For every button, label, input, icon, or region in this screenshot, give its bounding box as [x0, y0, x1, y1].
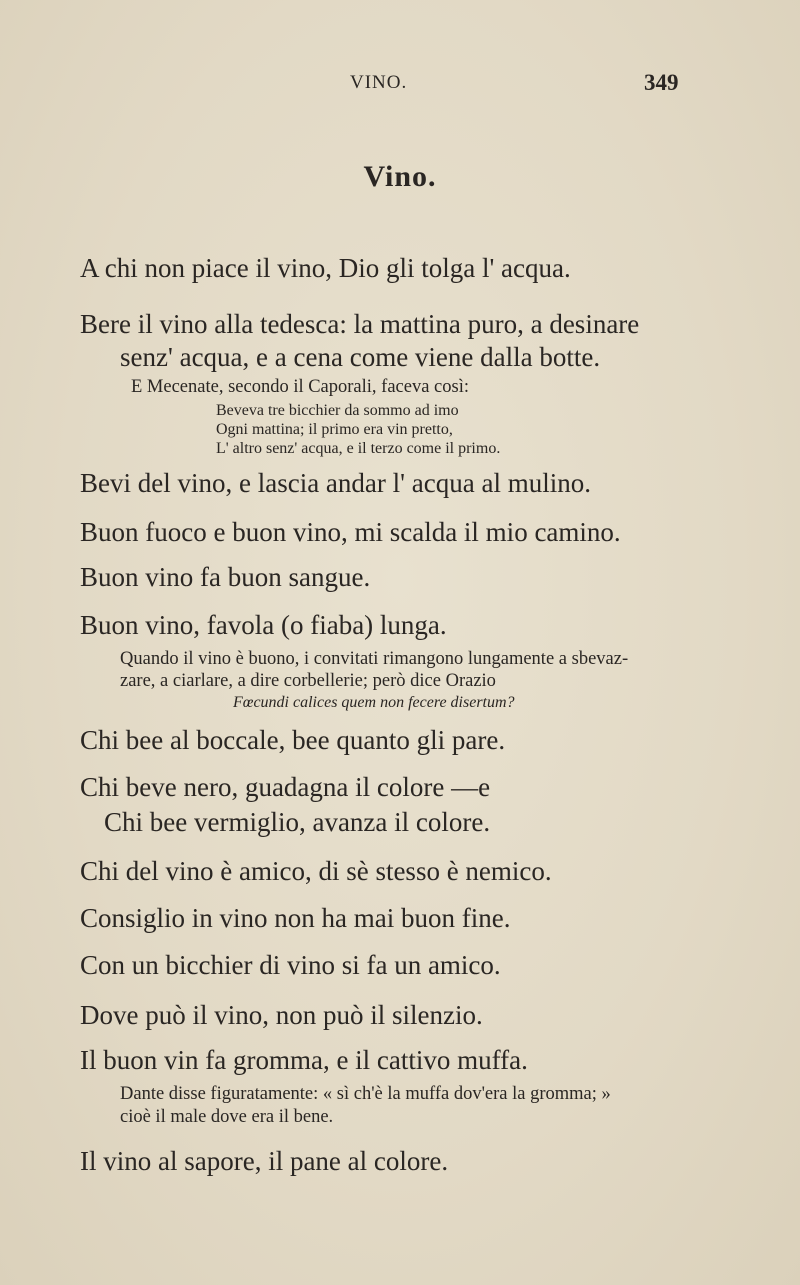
proverb-6-note-line-2: zare, a ciarlare, a dire corbellerie; però dice Orazio — [120, 671, 496, 691]
page-title: Vino. — [363, 160, 437, 193]
proverb-7: Chi bee al boccale, bee quanto gli pare. — [80, 725, 506, 755]
proverb-13-note-line-1: Dante disse figuratamente: « sì ch'è la muffa dov'era la gromma; » — [120, 1084, 611, 1104]
proverb-10: Consiglio in vino non ha mai buon fine. — [80, 903, 511, 933]
proverb-6-note-line-1: Quando il vino è buono, i convitati rimangono lungamente a sbevaz- — [120, 649, 629, 669]
proverb-5: Buon vino fa buon sangue. — [80, 562, 371, 592]
proverb-2-line-1: Bere il vino alla tedesca: la mattina puro, a desinare — [80, 309, 640, 339]
verse-line-1: Beveva tre bicchier da sommo ad imo — [216, 402, 459, 419]
proverb-9: Chi del vino è amico, di sè stesso è nemico. — [80, 856, 552, 886]
proverb-8-line-2: Chi bee vermiglio, avanza il colore. — [104, 807, 491, 837]
page-number: 349 — [644, 70, 679, 95]
latin-quote: Fœcundi calices quem non fecere disertum? — [233, 694, 515, 711]
proverb-11: Con un bicchier di vino si fa un amico. — [80, 950, 501, 980]
proverb-3: Bevi del vino, e lascia andar l' acqua al mulino. — [80, 468, 591, 498]
proverb-12: Dove può il vino, non può il silenzio. — [80, 1000, 483, 1030]
verse-line-3: L' altro senz' acqua, e il terzo come il primo. — [216, 440, 501, 457]
proverb-8-line-1: Chi beve nero, guadagna il colore —e — [80, 772, 491, 802]
proverb-1: A chi non piace il vino, Dio gli tolga l' acqua. — [80, 253, 571, 283]
verse-line-2: Ogni mattina; il primo era vin pretto, — [216, 421, 453, 438]
proverb-13: Il buon vin fa gromma, e il cattivo muffa. — [80, 1045, 528, 1075]
proverb-13-note-line-2: cioè il male dove era il bene. — [120, 1107, 334, 1127]
proverb-2-line-2: senz' acqua, e a cena come viene dalla botte. — [120, 342, 601, 372]
proverb-4: Buon fuoco e buon vino, mi scalda il mio camino. — [80, 517, 621, 547]
proverb-6: Buon vino, favola (o fiaba) lunga. — [80, 610, 447, 640]
running-head: VINO. — [350, 72, 408, 93]
proverb-14: Il vino al sapore, il pane al colore. — [80, 1146, 449, 1176]
proverb-2-note: E Mecenate, secondo il Caporali, faceva così: — [131, 377, 469, 397]
